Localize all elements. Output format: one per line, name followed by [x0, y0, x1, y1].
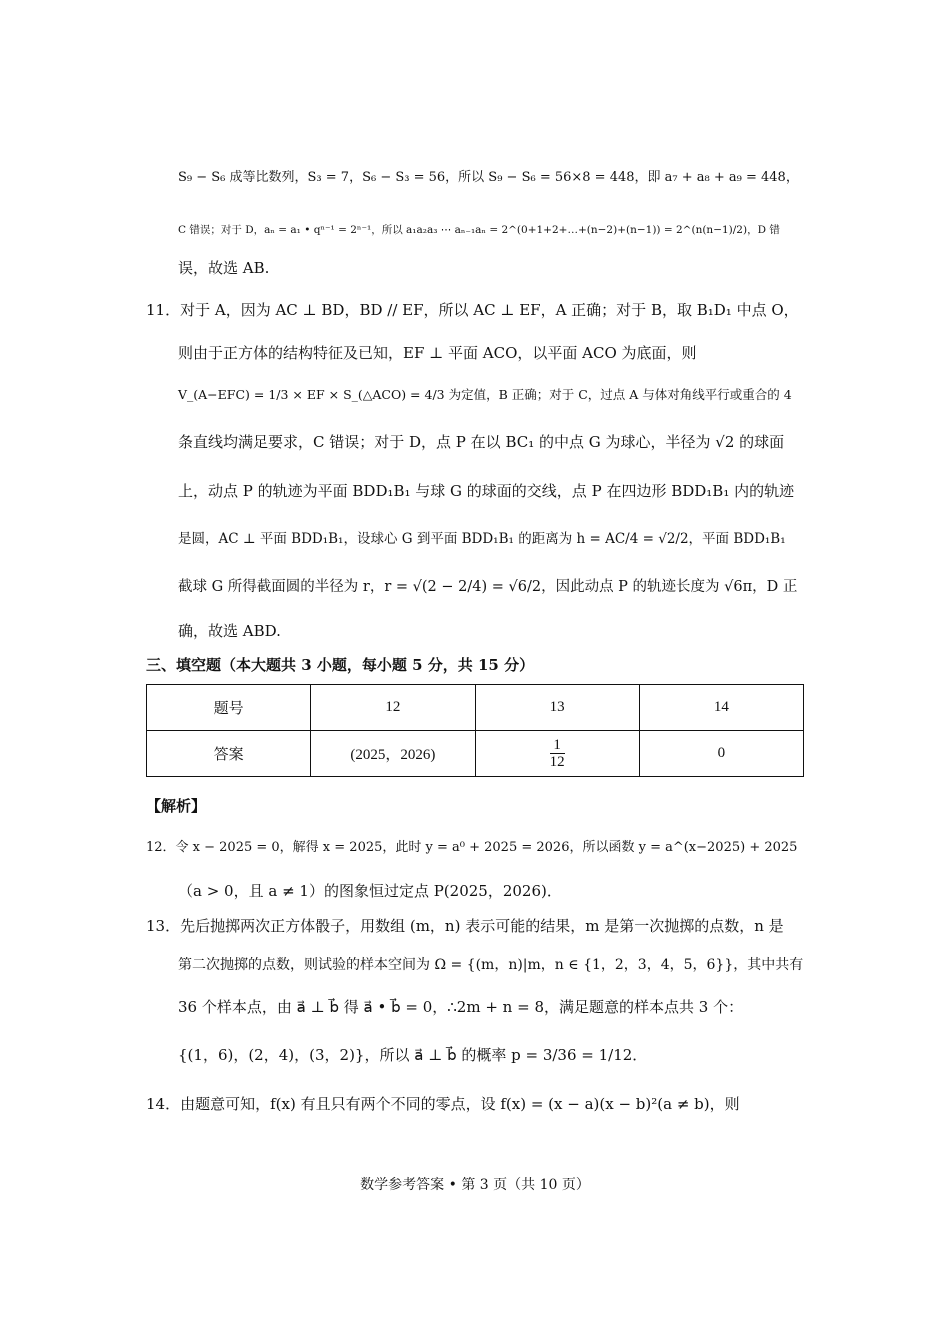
item-11-line-8: 确，故选 ABD. [178, 622, 281, 640]
text-line-1: S₉ − S₆ 成等比数列，S₃ = 7，S₆ − S₃ = 56，所以 S₉ − S₆ = 56×8 = 448，即 a₇ + a₈ + a₉ = 448， [178, 170, 799, 185]
analysis-heading: 【解析】 [146, 797, 207, 815]
text-line-2: C 错误；对于 D，aₙ = a₁ • qⁿ⁻¹ = 2ⁿ⁻¹，所以 a₁a₂a₃ ⋯ aₙ₋₁aₙ = 2^(0+1+2+…+(n−2)+(n−1)) = 2^(n(n−1)/2)，D 错 [178, 224, 780, 236]
item-12-line-1: 12．令 x − 2025 = 0，解得 x = 2025，此时 y = a⁰ + 2025 = 2026，所以函数 y = a^(x−2025) + 2025 [146, 840, 798, 855]
fraction-numerator: 1 [550, 737, 565, 754]
fraction-denominator: 12 [549, 754, 565, 770]
item-11-line-7: 截球 G 所得截面圆的半径为 r，r = √(2 − 2/4) = √6/2，因此动点 P 的轨迹长度为 √6π，D 正 [178, 579, 798, 595]
item-14-line-1: 14．由题意可知，f(x) 有且只有两个不同的零点，设 f(x) = (x − a)(x − b)²(a ≠ b)，则 [146, 1095, 740, 1113]
table-header-cell: 题号 [147, 685, 311, 731]
table-header-cell: 14 [639, 685, 803, 731]
table-row-label: 答案 [147, 731, 311, 777]
item-12-line-2: （a > 0，且 a ≠ 1）的图象恒过定点 P(2025，2026)． [178, 882, 562, 900]
item-11-line-4: 条直线均满足要求，C 错误；对于 D，点 P 在以 BC₁ 的中点 G 为球心，半径为 √2 的球面 [178, 433, 785, 451]
item-11-line-2: 则由于正方体的结构特征及已知，EF ⊥ 平面 ACO，以平面 ACO 为底面，则 [178, 344, 697, 362]
table-row-answer [147, 731, 804, 777]
answer-14: 0 [639, 731, 803, 777]
item-11-line-3: V_(A−EFC) = 1/3 × EF × S_(△ACO) = 4/3 为定值，B 正确；对于 C，过点 A 与体对角线平行或重合的 4 [178, 387, 792, 402]
item-13-line-2: 第二次抛掷的点数，则试验的样本空间为 Ω = {(m，n)|m，n ∈ {1，2，3，4，5，6}}，其中共有 [178, 957, 804, 973]
answer-13-fraction [550, 737, 565, 770]
answer-13 [475, 731, 639, 777]
page-footer: 数学参考答案 • 第 3 页（共 10 页） [360, 1177, 590, 1193]
answer-12: (2025，2026) [311, 731, 475, 777]
table-row-header [147, 685, 804, 731]
item-13-line-1: 13．先后抛掷两次正方体骰子，用数组 (m，n) 表示可能的结果，m 是第一次抛掷的点数，n 是 [146, 917, 784, 935]
answer-table [146, 684, 804, 777]
item-11-line-1: 11．对于 A，因为 AC ⊥ BD，BD // EF，所以 AC ⊥ EF，A 正确；对于 B，取 B₁D₁ 中点 O， [146, 301, 799, 319]
item-11-line-6: 是圆，AC ⊥ 平面 BDD₁B₁，设球心 G 到平面 BDD₁B₁ 的距离为 h = AC/4 = √2/2，平面 BDD₁B₁ [178, 531, 786, 547]
item-13-line-4: {(1，6)，(2，4)，(3，2)}，所以 a⃗ ⊥ b⃗ 的概率 p = 3/36 = 1/12． [178, 1046, 648, 1064]
text-line-3: 误，故选 AB. [178, 259, 270, 277]
item-11-line-5: 上，动点 P 的轨迹为平面 BDD₁B₁ 与球 G 的球面的交线，点 P 在四边形 BDD₁B₁ 内的轨迹 [178, 482, 795, 500]
section-heading: 三、填空题（本大题共 3 小题，每小题 5 分，共 15 分） [146, 656, 535, 674]
item-13-line-3: 36 个样本点，由 a⃗ ⊥ b⃗ 得 a⃗ • b⃗ = 0，∴2m + n = 8，满足题意的样本点共 3 个： [178, 998, 744, 1016]
table-header-cell: 13 [475, 685, 639, 731]
table-header-cell: 12 [311, 685, 475, 731]
